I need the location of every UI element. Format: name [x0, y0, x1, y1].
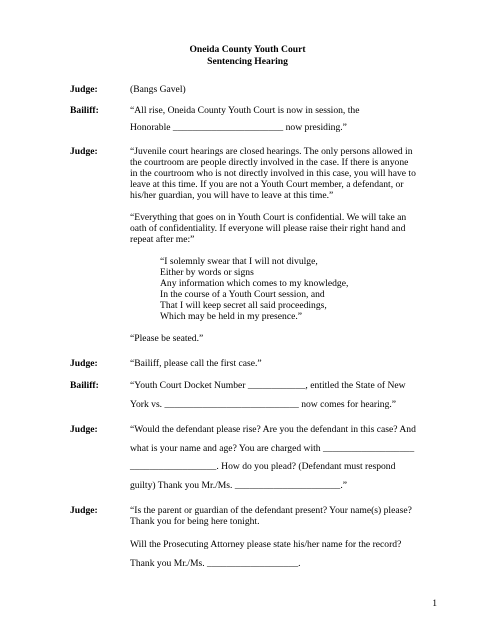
dialogue-line: “Is the parent or guardian of the defendant present? Your name(s) please?: [130, 505, 412, 516]
page-number: 1: [432, 598, 437, 609]
speaker-label: Bailiff:: [70, 380, 99, 391]
dialogue-line: “Would the defendant please rise? Are you the defendant in this case? And: [130, 424, 416, 435]
dialogue-line: Thank you for being here tonight.: [130, 516, 260, 527]
dialogue-line: “Youth Court Docket Number ____________, entitled the State of New: [130, 380, 406, 391]
dialogue-line: “Everything that goes on in Youth Court is confidential. We will take an: [130, 212, 407, 223]
oath-line: “I solemnly swear that I will not divulge,: [160, 256, 318, 267]
dialogue-line: in the courtroom who is not directly involved in this case, you will have to: [130, 168, 416, 179]
dialogue-line: his/her guardian, you will have to leave at this time.”: [130, 190, 334, 201]
dialogue-line: York vs. ____________________________ now comes for hearing.”: [130, 399, 397, 410]
dialogue-line: “Please be seated.”: [130, 333, 204, 344]
dialogue-line: “All rise, Oneida County Youth Court is now in session, the: [130, 105, 360, 116]
dialogue-line: leave at this time. If you are not a Youth Court member, a defendant, or: [130, 179, 404, 190]
speaker-label: Judge:: [70, 358, 98, 369]
speaker-label: Judge:: [70, 146, 98, 157]
dialogue-line: Thank you Mr./Ms. ___________________.: [130, 558, 301, 569]
document-subtitle: Sentencing Hearing: [207, 56, 288, 67]
dialogue-line: “Bailiff, please call the first case.”: [130, 358, 262, 369]
speaker-label: Bailiff:: [70, 105, 99, 116]
dialogue-line: the courtroom are people directly involved in the case. If there is anyone: [130, 157, 409, 168]
dialogue-line: “Juvenile court hearings are closed hearings. The only persons allowed in: [130, 146, 413, 157]
dialogue-line: guilty) Thank you Mr./Ms. ______________________.”: [130, 480, 348, 491]
document-title: Oneida County Youth Court: [189, 44, 306, 55]
dialogue-line: what is your name and age? You are charged with ___________________: [130, 443, 415, 454]
dialogue-line: oath of confidentiality. If everyone will please raise their right hand and: [130, 223, 406, 234]
dialogue-line: Will the Prosecuting Attorney please state his/her name for the record?: [130, 539, 402, 550]
dialogue-line: Honorable _______________________ now presiding.”: [130, 122, 347, 133]
dialogue-line: (Bangs Gavel): [130, 84, 186, 95]
speaker-label: Judge:: [70, 84, 98, 95]
oath-line: In the course of a Youth Court session, and: [160, 289, 325, 300]
speaker-label: Judge:: [70, 505, 98, 516]
speaker-label: Judge:: [70, 424, 98, 435]
oath-line: Either by words or signs: [160, 267, 254, 278]
dialogue-line: repeat after me:”: [130, 234, 195, 245]
oath-line: Which may be held in my presence.”: [160, 311, 302, 322]
oath-line: That I will keep secret all said proceedings,: [160, 300, 327, 311]
oath-line: Any information which comes to my knowledge,: [160, 278, 349, 289]
dialogue-line: __________________. How do you plead? (Defendant must respond: [130, 461, 396, 472]
